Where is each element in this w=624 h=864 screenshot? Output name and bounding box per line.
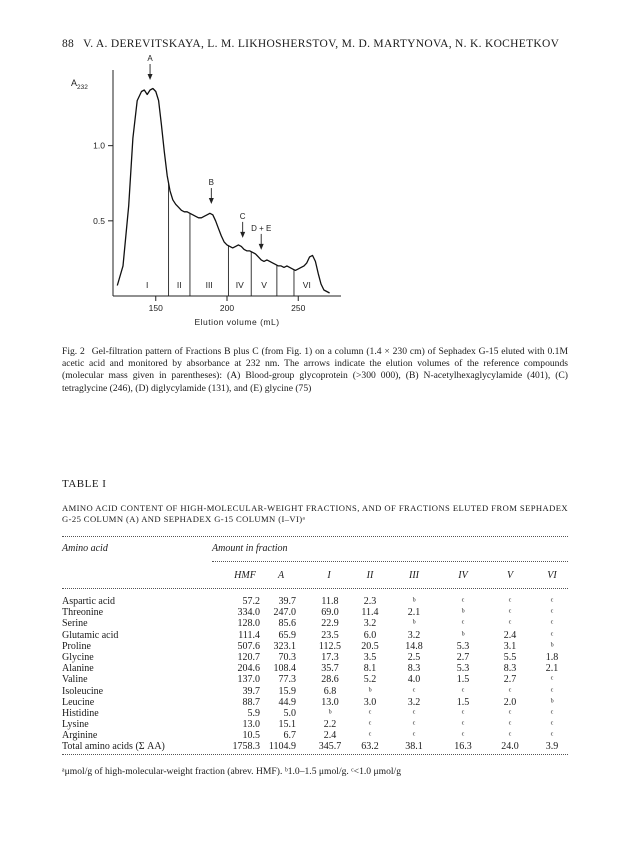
table-cell: 111.4	[238, 629, 260, 641]
table-cell: 5.0	[283, 707, 296, 719]
fraction-label: I	[146, 280, 149, 290]
x-axis-label: Elution volume (mL)	[194, 317, 280, 327]
table-cell: ᵇ	[328, 707, 332, 719]
table-cell: ᶜ	[461, 707, 465, 719]
fraction-label: II	[176, 280, 182, 290]
table-cell: 345.7	[318, 741, 342, 753]
table-cell: 15.9	[278, 685, 296, 697]
marker-label: A	[147, 54, 153, 64]
table-cell: 4.0	[407, 674, 421, 686]
table-cell: 70.3	[278, 651, 296, 663]
table-row	[62, 719, 568, 730]
fraction-label: VI	[302, 280, 311, 290]
table-cell: 10.5	[242, 730, 260, 742]
table-row	[62, 674, 568, 685]
table-cell: ᶜ	[508, 707, 512, 719]
running-header-authors: V. A. DEREVITSKAYA, L. M. LIKHOSHERSTOV, M. D. MARTYNOVA, N. K. KOCHETKOV	[83, 38, 560, 50]
table-cell: 2.4	[503, 629, 517, 641]
row-amino-acid-name: Proline	[62, 640, 91, 652]
table-row	[62, 652, 568, 663]
table-cell: ᵇ	[550, 640, 554, 652]
row-amino-acid-name: Valine	[62, 674, 88, 686]
x-tick-label: 250	[291, 303, 306, 313]
table-cell: ᵇ	[461, 607, 465, 619]
table-cell: ᶜ	[461, 685, 465, 697]
table-cell: 137.0	[237, 674, 260, 686]
table-cell: ᶜ	[368, 707, 372, 719]
table-cell: 3.2	[407, 629, 421, 641]
figure-caption-text: Gel-filtration pattern of Fractions B plus C (from Fig. 1) on a column (1.4 × 230 cm) of Sephadex G-15 eluted with 0.1M acetic acid and monitored by absorbance at 232 nm. The arrows indicate the elution volumes of the reference compounds (molecular mass given in parentheses): (A) Blood-group glycoprotein (>300 000), (B) N-acetylhexaglycylamide (401), (C) tetraglycine (246), (D) diglycylamide (131), and (E) glycine (75)	[62, 346, 568, 394]
table-cell: 6.0	[363, 629, 377, 641]
table-cell: 5.5	[503, 651, 517, 663]
column-header-iii: III	[409, 570, 419, 581]
table-cell: 112.5	[318, 640, 342, 652]
table-row	[62, 630, 568, 641]
table-cell: ᶜ	[461, 730, 465, 742]
row-amino-acid-name: Glycine	[62, 651, 94, 663]
table-cell: 128.0	[237, 618, 260, 630]
table-cell: ᶜ	[461, 596, 465, 607]
table-cell: 65.9	[278, 629, 296, 641]
table-cell: 69.0	[321, 607, 339, 619]
chart-labels	[71, 54, 311, 327]
table-row	[62, 741, 568, 752]
table-cell: 16.3	[454, 741, 472, 753]
column-header-vi: VI	[547, 570, 557, 581]
column-header-rule	[62, 588, 568, 589]
row-amino-acid-name: Histidine	[62, 707, 99, 719]
column-header-v: V	[506, 570, 514, 581]
table-title: AMINO ACID CONTENT OF HIGH-MOLECULAR-WEIGHT FRACTIONS, AND OF FRACTIONS ELUTED FROM SEPHADEX G-25 COLUMN (A) AND SEPHADEX G-15 COLUMN (I–VI)ᵃ	[62, 503, 568, 524]
table-cell: 120.7	[237, 651, 260, 663]
table-cell: 77.3	[278, 674, 296, 686]
chart-series	[117, 89, 329, 294]
table-row	[62, 641, 568, 652]
table-cell: 5.3	[456, 640, 470, 652]
row-amino-acid-name: Alanine	[62, 663, 94, 675]
table-row	[62, 730, 568, 741]
table-cell: 22.9	[321, 618, 339, 630]
table-cell: 13.0	[321, 696, 339, 708]
table-cell: ᶜ	[412, 719, 416, 731]
table-cell: 3.9	[545, 741, 559, 753]
table-footnote: ᵃμmol/g of high-molecular-weight fraction (abrev. HMF). ᵇ1.0–1.5 μmol/g. ᶜ<1.0 μmol/g	[62, 766, 402, 777]
table-cell: 3.1	[503, 640, 517, 652]
marker-a	[148, 64, 153, 80]
table-cell: ᶜ	[550, 685, 554, 697]
table-cell: 17.3	[321, 651, 339, 663]
y-axis-label: $A_{232}$	[71, 78, 88, 91]
table-cell: ᶜ	[508, 719, 512, 731]
col-amount-header: Amount in fraction	[212, 543, 288, 554]
marker-b	[209, 188, 214, 204]
marker-c	[240, 222, 245, 238]
table-row	[62, 686, 568, 697]
table-cell: 63.2	[361, 741, 379, 753]
row-amino-acid-name: Serine	[62, 618, 88, 630]
table-cell: ᶜ	[412, 685, 416, 697]
fraction-label: V	[261, 280, 267, 290]
row-amino-acid-name: Aspartic acid	[62, 596, 116, 607]
table-cell: ᵇ	[550, 696, 554, 708]
table-cell: 2.1	[545, 663, 559, 675]
table-cell: 2.2	[323, 719, 337, 731]
table-cell: 3.2	[363, 618, 377, 630]
table-cell: 3.0	[363, 696, 377, 708]
row-amino-acid-name: Isoleucine	[62, 685, 104, 697]
table-cell: ᵇ	[412, 596, 416, 607]
figure-label: Fig. 2	[62, 346, 85, 357]
table-top-rule	[62, 536, 568, 537]
table-cell: ᶜ	[412, 707, 416, 719]
marker-de	[259, 234, 264, 250]
table-cell: ᶜ	[412, 730, 416, 742]
x-tick-label: 150	[148, 303, 163, 313]
table-cell: 85.6	[278, 618, 296, 630]
table-label: TABLE I	[62, 478, 107, 490]
table-cell: 15.1	[278, 719, 296, 731]
table-cell: ᶜ	[508, 596, 512, 607]
column-header-i: I	[327, 570, 331, 581]
table-cell: ᶜ	[508, 607, 512, 619]
marker-label: D + E	[251, 223, 272, 233]
x-tick-label: 200	[219, 303, 235, 313]
table-cell: ᶜ	[550, 707, 554, 719]
table-cell: 88.7	[242, 696, 260, 708]
row-amino-acid-name: Glutamic acid	[62, 629, 119, 641]
table-cell: 28.6	[321, 674, 339, 686]
table-row	[62, 663, 568, 674]
table-row	[62, 596, 568, 607]
table-cell: 507.6	[237, 640, 260, 652]
table-cell: ᶜ	[508, 685, 512, 697]
table-cell: 204.6	[237, 663, 260, 675]
chart-axes	[108, 70, 341, 301]
table-body	[62, 596, 568, 753]
table-cell: 11.8	[321, 596, 339, 607]
table-cell: 38.1	[405, 741, 423, 753]
row-amino-acid-name: Arginine	[62, 730, 98, 742]
table-cell: 1.5	[456, 696, 470, 708]
table-row	[62, 607, 568, 618]
row-amino-acid-name: Lysine	[62, 719, 89, 731]
table-cell: 2.5	[407, 651, 421, 663]
table-cell: 2.1	[407, 607, 421, 619]
table-cell: 1.8	[545, 651, 559, 663]
row-amino-acid-name: Threonine	[62, 607, 104, 619]
table-cell: 108.4	[273, 663, 296, 675]
column-header-a: A	[277, 570, 285, 581]
table-cell: 8.1	[363, 663, 377, 675]
table-cell: ᶜ	[550, 618, 554, 630]
fraction-label: IV	[235, 280, 244, 290]
table-cell: 57.2	[242, 596, 260, 607]
table-cell: 39.7	[278, 596, 296, 607]
table-cell: 6.7	[283, 730, 296, 742]
table-cell: 5.2	[363, 674, 377, 686]
table-cell: 6.8	[323, 685, 337, 697]
row-amino-acid-name: Leucine	[62, 696, 95, 708]
table-cell: 1758.3	[232, 741, 260, 753]
table-cell: ᵇ	[412, 618, 416, 630]
table-cell: 2.4	[323, 730, 337, 742]
table-row	[62, 708, 568, 719]
table-cell: 1.5	[456, 674, 470, 686]
table-cell: 14.8	[405, 640, 423, 652]
table-cell: 334.0	[237, 607, 260, 619]
y-tick-label: 0.5	[93, 215, 105, 226]
table-cell: 2.7	[503, 674, 517, 686]
table-cell: 1104.9	[268, 741, 296, 753]
table-cell: 24.0	[501, 741, 519, 753]
column-header-ii: II	[366, 570, 374, 581]
table-row	[62, 697, 568, 708]
table-cell: 35.7	[321, 663, 339, 675]
table-cell: ᶜ	[461, 618, 465, 630]
fraction-boundaries	[169, 183, 294, 296]
marker-label: B	[208, 178, 214, 188]
table-cell: 39.7	[242, 685, 260, 697]
table-row	[62, 618, 568, 629]
elution-curve	[117, 89, 329, 294]
table-cell: ᶜ	[550, 730, 554, 742]
figure-caption	[62, 346, 568, 395]
table-cell: 11.4	[361, 607, 379, 619]
table-cell: ᵇ	[368, 685, 372, 697]
row-amino-acid-name: Total amino acids (Σ AA)	[62, 741, 165, 753]
table-cell: 323.1	[273, 640, 296, 652]
col-amino-acid-header: Amino acid	[62, 543, 108, 554]
table-cell: 44.9	[278, 696, 296, 708]
table-cell: ᶜ	[461, 719, 465, 731]
column-header-hmf: HMF	[234, 570, 256, 581]
table-cell: 3.5	[363, 651, 377, 663]
table-cell: 20.5	[361, 640, 379, 652]
gel-filtration-chart	[0, 0, 624, 340]
table-cell: ᶜ	[508, 618, 512, 630]
table-cell: 247.0	[273, 607, 296, 619]
table-cell: ᵇ	[461, 629, 465, 641]
table-cell: ᶜ	[368, 730, 372, 742]
table-cell: ᶜ	[508, 730, 512, 742]
table-cell: ᶜ	[550, 674, 554, 686]
group-header-rule	[212, 561, 568, 562]
table-cell: ᶜ	[550, 607, 554, 619]
table-cell: 8.3	[503, 663, 517, 675]
fraction-label: III	[205, 280, 213, 290]
table-cell: 23.5	[321, 629, 339, 641]
table-cell: 2.7	[456, 651, 470, 663]
table-cell: 8.3	[407, 663, 421, 675]
y-tick-label: 1.0	[93, 140, 105, 151]
table-cell: 2.3	[363, 596, 377, 607]
table-cell: ᶜ	[550, 629, 554, 641]
table-cell: ᶜ	[368, 719, 372, 731]
table-cell: 3.2	[407, 696, 421, 708]
table-cell: ᶜ	[550, 719, 554, 731]
table-cell: 5.9	[247, 707, 260, 719]
page-number: 88	[62, 38, 75, 50]
table-bottom-rule	[62, 754, 568, 755]
table-cell: ᶜ	[550, 596, 554, 607]
table-cell: 13.0	[242, 719, 260, 731]
marker-label: C	[239, 211, 246, 221]
table-cell: 5.3	[456, 663, 470, 675]
column-header-iv: IV	[458, 570, 468, 581]
table-cell: 2.0	[503, 696, 517, 708]
